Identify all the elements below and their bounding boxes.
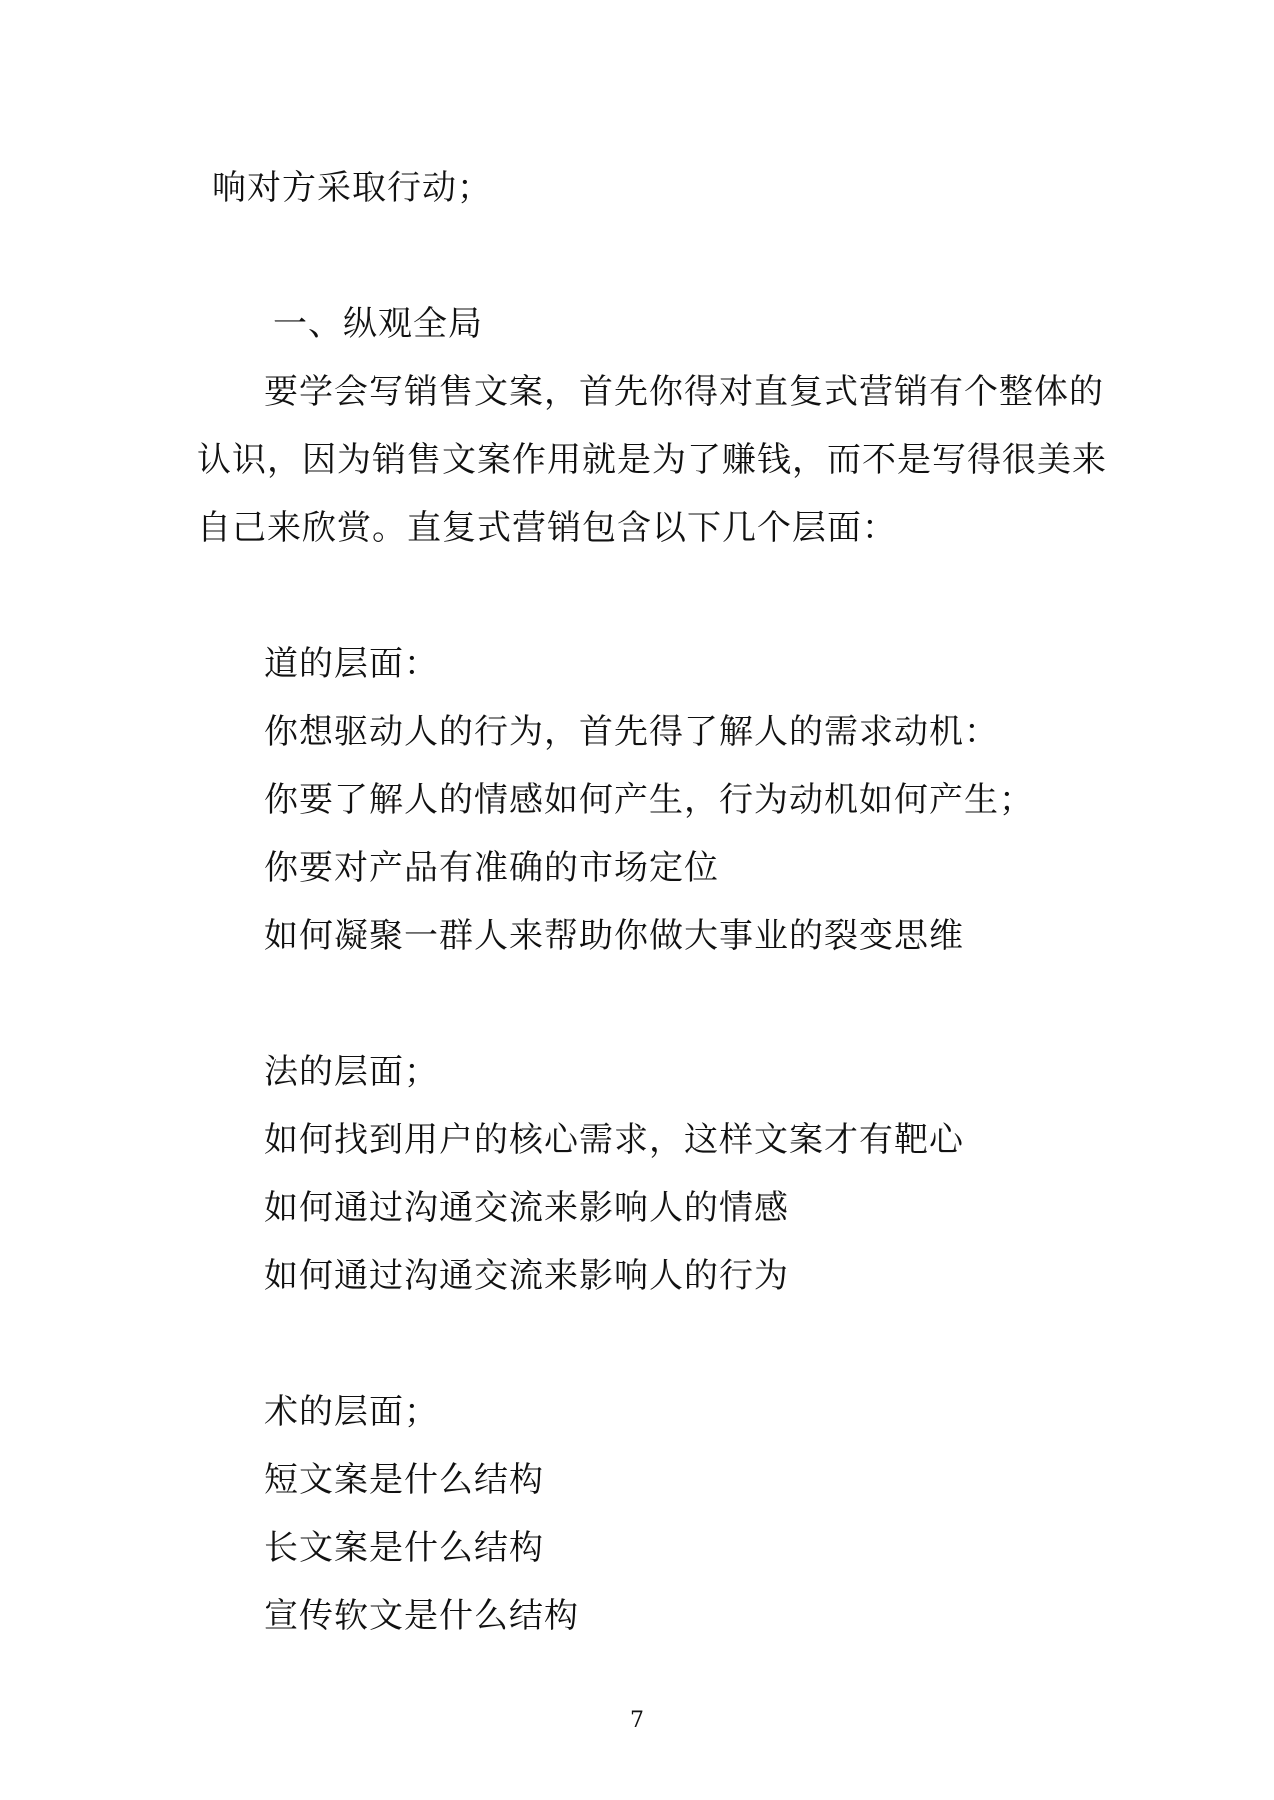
section-heading: 一、纵观全局 xyxy=(273,304,483,344)
list-item: 如何凝聚一群人来帮助你做大事业的裂变思维 xyxy=(264,916,964,956)
subsection-heading: 术的层面； xyxy=(264,1392,439,1432)
list-item: 短文案是什么结构 xyxy=(264,1460,544,1500)
list-item: 如何通过沟通交流来影响人的行为 xyxy=(264,1256,789,1296)
list-item: 宣传软文是什么结构 xyxy=(264,1596,579,1636)
list-item: 长文案是什么结构 xyxy=(264,1528,544,1568)
list-item: 你要了解人的情感如何产生，行为动机如何产生； xyxy=(264,780,1034,820)
subsection-heading: 道的层面： xyxy=(264,644,439,684)
page-number: 7 xyxy=(630,1708,644,1733)
list-item: 你要对产品有准确的市场定位 xyxy=(264,848,719,888)
paragraph-line: 认识，因为销售文案作用就是为了赚钱，而不是写得很美来 xyxy=(197,440,1107,480)
list-item: 如何通过沟通交流来影响人的情感 xyxy=(264,1188,789,1228)
continued-text-line: 响对方采取行动； xyxy=(212,168,492,208)
paragraph-line: 自己来欣赏。直复式营销包含以下几个层面： xyxy=(197,508,897,548)
paragraph-line: 要学会写销售文案，首先你得对直复式营销有个整体的 xyxy=(264,372,1104,412)
list-item: 你想驱动人的行为，首先得了解人的需求动机： xyxy=(264,712,999,752)
list-item: 如何找到用户的核心需求，这样文案才有靶心 xyxy=(264,1120,964,1160)
subsection-heading: 法的层面； xyxy=(264,1052,439,1092)
